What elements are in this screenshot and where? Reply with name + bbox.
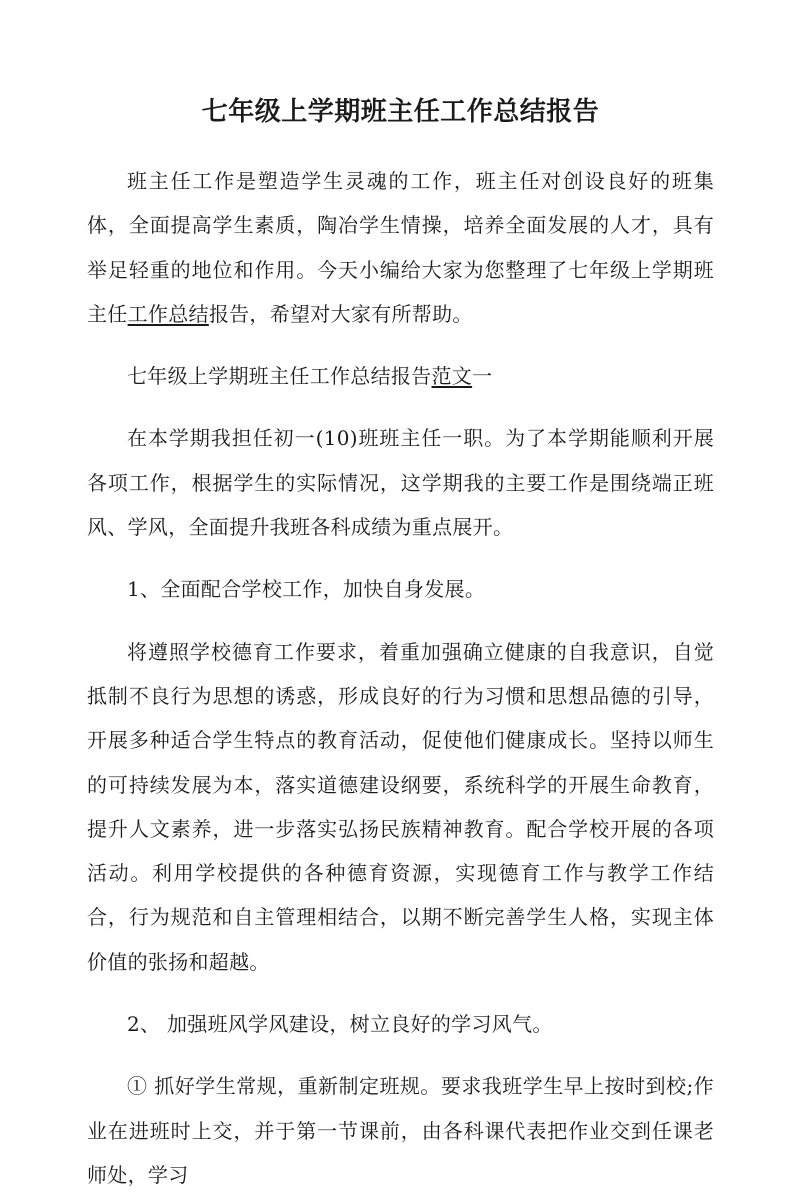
section-heading (87, 354, 714, 398)
body-paragraph-1: 在本学期我担任初一(10)班班主任一职。为了本学期能顺利开展各项工作，根据学生的实际情况，这学期我的主要工作是围绕端正班风、学风，全面提升我班各科成绩为重点展开。 (87, 426, 714, 540)
section-heading-text: 七年级上学期班主任工作总结报告 (127, 364, 432, 389)
body-paragraph-3: ① 抓好学生常规，重新制定班规。要求我班学生早上按时到校;作业在进班时上交，并于第一节课前，由各科课代表把作业交到任课老师处，学习 (87, 1074, 714, 1187)
body-paragraph-2: 将遵照学校德育工作要求，着重加强确立健康的自我意识，自觉抵制不良行为思想的诱惑，形成良好的行为习惯和思想品德的引导，开展多种适合学生特点的教育活动，促使他们健康成长。坚持以师生的可持续发展为本，落实道德建设纲要，系统科学的开展生命教育，提升人文素养，进一步落实弘扬民族精神教育。配合学校开展的各项活动。利用学校提供的各种德育资源，实现德育工作与教学工作结合，行为规范和自主管理相结合，以期不断完善学生人格，实现主体价值的张扬和超越。 (87, 639, 714, 974)
intro-text-before-link: 班主任工作是塑造学生灵魂的工作，班主任对创设良好的班集体，全面提高学生素质，陶冶学生情操，培养全面发展的人才，具有举足轻重的地位和作用。今天小编给大家为您整理了七年级上学期班主任 (87, 169, 714, 326)
list-item-1: 1、全面配合学校工作，加快自身发展。 (127, 577, 486, 602)
list-item-2: 2、 加强班风学风建设，树立良好的学习风气。 (127, 1012, 553, 1037)
sample-essay-link[interactable]: 范文 (431, 364, 473, 389)
intro-text-after-link: 报告，希望对大家有所帮助。 (208, 301, 473, 326)
page-title: 七年级上学期班主任工作总结报告 (201, 97, 600, 127)
intro-paragraph (87, 159, 714, 336)
section-heading-suffix: 一 (472, 364, 493, 389)
work-summary-link[interactable]: 工作总结 (127, 301, 209, 326)
